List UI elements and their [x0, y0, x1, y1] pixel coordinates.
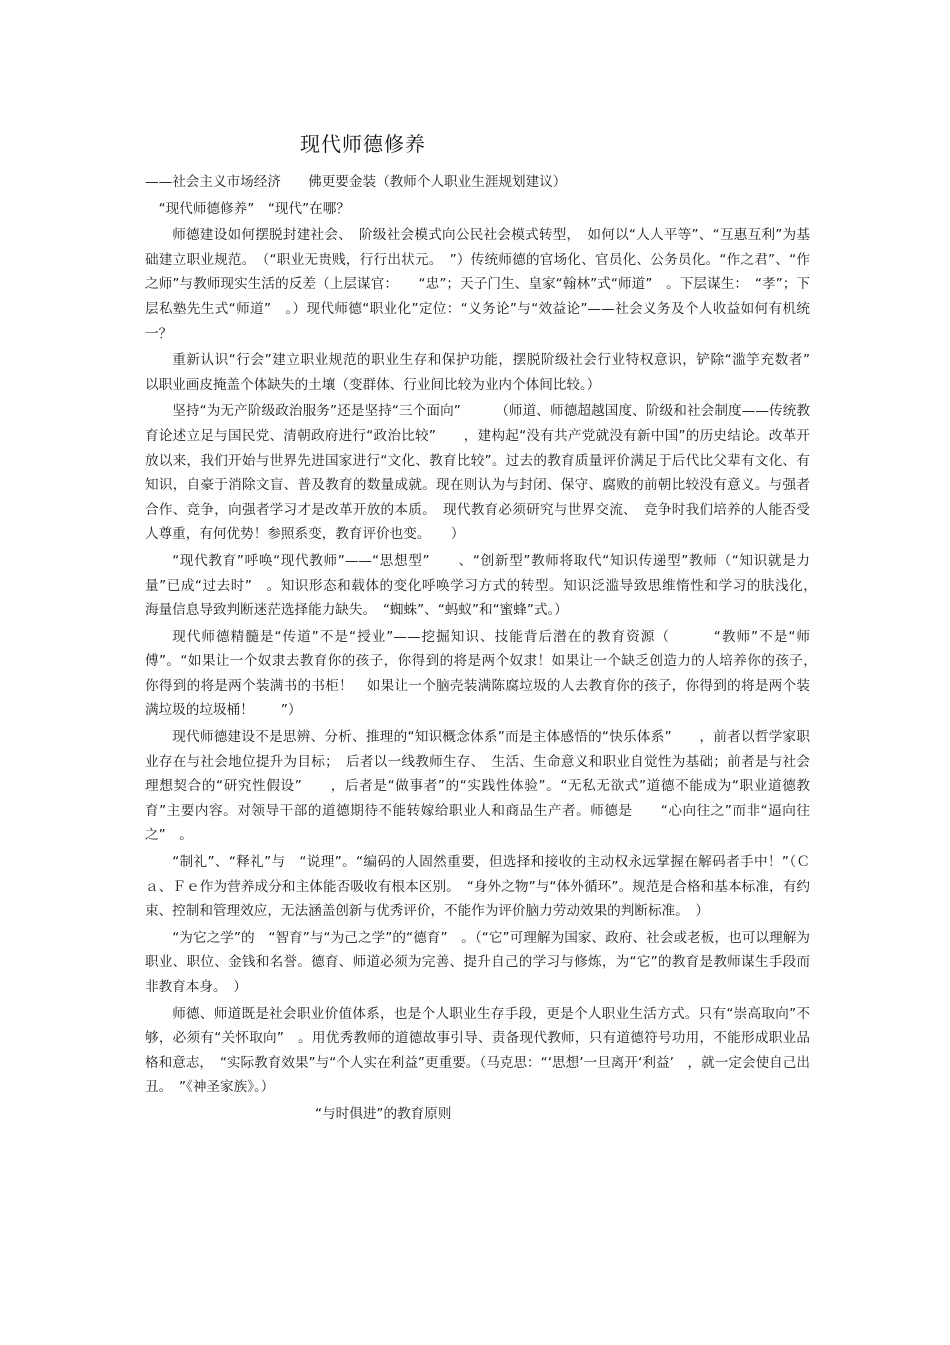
paragraph: “为它之学”的 “智育”与“为己之学”的“德育” 。（“它”可理解为国家、政府、社会或老板，也可以理解为职业、职位、金钱和名誉。德育、师道必须为完善、提升自己的学习与修炼，为“它”的教育是教师谋生手段而非教育本身。 ）: [145, 929, 810, 995]
paragraph: 坚持“为无产阶级政治服务”还是坚持“三个面向” （师道、师德超越国度、阶级和社会制度——传统教育论述立足与国民党、清朝政府进行“政治比较” ，建构起“没有共产党就没有新中国”的历史结论。改革开放以来，我们开始与世界先进国家进行“文化、教育比较”。过去的教育质量评价满足于后代比父辈有文化、有知识，自豪于消除文盲、普及教育的数量成就。现在则认为与封闭、保守、腐败的前朝比较没有意义。与强者合作、竞争，向强者学习才是改革开放的本质。 现代教育必须研究与世界交流、 竞争时我们培养的人能否受人尊重，有何优势！参照系变，教育评价也变。 ）: [145, 403, 810, 543]
paragraph: 现代师德建设不是思辨、分析、推理的“知识概念体系”而是主体感悟的“快乐体系” ，前者以哲学家职业存在与社会地位提升为目标； 后者以一线教师生存、 生活、生命意义和职业自觉性为基础；前者是与社会理想契合的“研究性假设” ，后者是“做事者”的“实践性体验”。“无私无欲式”道德不能成为“职业道德教育”主要内容。对领导干部的道德期待不能转嫁给职业人和商品生产者。师德是 “心向往之”而非“逼向往之” 。: [145, 729, 810, 844]
document-question: “现代师德修养” “现代”在哪？: [158, 200, 350, 217]
paragraph: “现代教育”呼唤“现代教师”——“思想型” 、“创新型”教师将取代“知识传递型”教师（“知识就是力量”已成“过去时” 。知识形态和载体的变化呼唤学习方式的转型。知识泛滥导致思维惰性和学习的肤浅化， 海量信息导致判断迷茫选择能力缺失。 “蜘蛛”、“蚂蚁”和“蜜蜂”式。）: [145, 552, 824, 619]
paragraph: 现代师德精髓是“传道”不是“授业”——挖掘知识、技能背后潜在的教育资源（ “教师”不是“师傅”。“如果让一个奴隶去教育你的孩子，你得到的将是两个奴隶！如果让一个缺乏创造力的人培养你的孩子， 你得到的将是两个装满书的书柜！ 如果让一个脑壳装满陈腐垃圾的人去教育你的孩子，你得到的将是两个装满垃圾的垃圾桶！ ”）: [145, 628, 824, 719]
paragraph: 师德建设如何摆脱封建社会、 阶级社会模式向公民社会模式转型， 如何以“人人平等”、“互惠互利”为基础建立职业规范。 （“职业无贵贱，行行出状元。 ”）传统师德的官场化、官员化、公务员化。“作之君”、“作之师”与教师现实生活的反差（上层谋官： “忠”；天子门生、皇家“翰林”式“师道” 。下层谋生： “孝”；下层私塾先生式“师道” 。）现代师德“职业化”定位：“义务论”与“效益论”——社会义务及个人收益如何有机统一？: [145, 227, 810, 342]
paragraph: 重新认识“行会”建立职业规范的职业生存和保护功能，摆脱阶级社会行业特权意识，铲除“滥竽充数者” 以职业画皮掩盖个体缺失的土壤（变群体、行业间比较为业内个体间比较。）: [145, 352, 824, 393]
document-title: 现代师德修养: [300, 132, 426, 156]
paragraph: “制礼”、“释礼”与 “说理”。“编码的人固然重要，但选择和接收的主动权永远掌握在解码者手中！”（Ｃａ、Ｆｅ作为营养成分和主体能否吸收有根本区别。 “身外之物”与“体外循环”。规范是合格和基本标准，有约束、控制和管理效应，无法涵盖创新与优秀评价，不能作为评价脑力劳动效果的判断标准。 ）: [145, 854, 810, 920]
paragraph: 师德、师道既是社会职业价值体系，也是个人职业生存手段，更是个人职业生活方式。只有“崇高取向”不够，必须有“关怀取向” 。用优秀教师的道德故事引导、责备现代教师，只有道德符号功用，不能形成职业品格和意志， “实际教育效果”与“个人实在利益”更重要。（马克思：“‘思想’一旦离开‘利益’ ，就一定会使自己出丑。 ”《神圣家族》。）: [145, 1005, 810, 1096]
document-subtitle: ——社会主义市场经济 佛更要金装（教师个人职业生涯规划建议）: [145, 174, 567, 190]
document-body: [145, 170, 824, 1129]
closing-heading: “与时俱进”的教育原则: [315, 1105, 452, 1122]
